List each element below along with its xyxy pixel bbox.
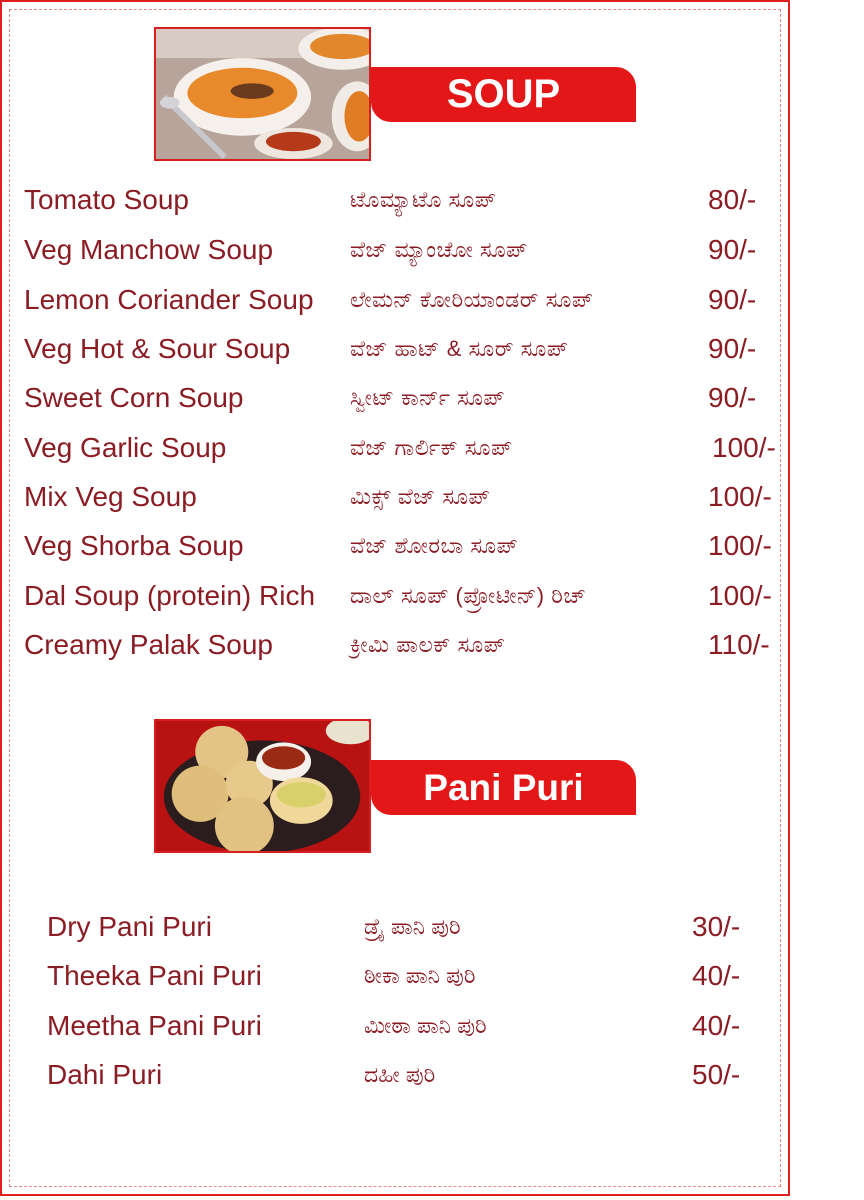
item-name-kannada: ಸ್ವೀಟ್ ಕಾರ್ನ್ ಸೂಪ್ <box>350 385 506 410</box>
item-name-kannada: ದಾಲ್ ಸೂಪ್ (ಪ್ರೋಟೀನ್) ರಿಚ್ <box>350 583 587 608</box>
item-price: 110/- <box>708 629 770 660</box>
item-name: Theeka Pani Puri <box>47 960 262 991</box>
item-price: 90/- <box>708 333 757 364</box>
item-name-kannada: ಠೀಕಾ ಪಾನಿ ಪುರಿ <box>364 963 476 988</box>
item-price: 80/- <box>708 184 757 215</box>
item-name: Dal Soup (protein) Rich <box>24 580 316 611</box>
pani-puri-photo <box>154 719 371 853</box>
item-name: Veg Garlic Soup <box>24 432 227 463</box>
item-name-kannada: ಲೇಮನ್ ಕೋರಿಯಾಂಡರ್ ಸೂಪ್ <box>350 287 594 312</box>
item-name-kannada: ಮೀಠಾ ಪಾನಿ ಪುರಿ <box>364 1013 487 1038</box>
item-price: 40/- <box>692 960 741 991</box>
item-price: 40/- <box>692 1010 741 1041</box>
item-name: Tomato Soup <box>24 184 189 215</box>
item-price: 90/- <box>708 382 757 413</box>
item-price: 100/- <box>708 580 772 611</box>
item-price: 50/- <box>692 1059 741 1090</box>
item-name: Mix Veg Soup <box>24 481 197 512</box>
pani-puri-section-title: Pani Puri <box>371 760 636 815</box>
item-name-kannada: ದಹೀ ಪುರಿ <box>364 1062 436 1087</box>
item-price: 100/- <box>708 481 772 512</box>
item-name: Veg Manchow Soup <box>24 234 274 265</box>
item-price: 90/- <box>708 284 757 315</box>
item-name-kannada: ಡ್ರೈ ಪಾನಿ ಪುರಿ <box>364 914 461 939</box>
item-name-kannada: ವೆಜ್ ಮ್ಯಾಂಚೋ ಸೂಪ್ <box>350 237 528 262</box>
item-name-kannada: ಟೊಮ್ಯಾಟೊ ಸೂಪ್ <box>350 187 497 212</box>
item-price: 100/- <box>712 432 776 463</box>
item-name: Meetha Pani Puri <box>47 1010 262 1041</box>
item-name-kannada: ವೆಜ್ ಶೋರಬಾ ಸೂಪ್ <box>350 533 519 558</box>
item-name: Lemon Coriander Soup <box>24 284 314 315</box>
item-name: Sweet Corn Soup <box>24 382 244 413</box>
item-name: Dry Pani Puri <box>47 911 212 942</box>
item-name-kannada: ವೆಜ್ ಹಾಟ್ & ಸೂರ್ ಸೂಪ್ <box>350 336 569 361</box>
soup-photo <box>154 27 371 161</box>
item-name-kannada: ವೆಜ್ ಗಾರ್ಲಿಕ್ ಸೂಪ್ <box>350 435 513 460</box>
item-name: Veg Shorba Soup <box>24 530 244 561</box>
item-price: 30/- <box>692 911 741 942</box>
item-price: 100/- <box>708 530 772 561</box>
item-name: Creamy Palak Soup <box>24 629 274 660</box>
item-name-kannada: ಮಿಕ್ಸ್ ವೆಜ್ ಸೂಪ್ <box>350 484 491 509</box>
soup-section-title: SOUP <box>371 67 636 122</box>
item-price: 90/- <box>708 234 757 265</box>
item-name-kannada: ಕ್ರೀಮಿ ಪಾಲಕ್ ಸೂಪ್ <box>350 632 506 657</box>
item-name: Dahi Puri <box>47 1059 163 1090</box>
item-name: Veg Hot & Sour Soup <box>24 333 291 364</box>
